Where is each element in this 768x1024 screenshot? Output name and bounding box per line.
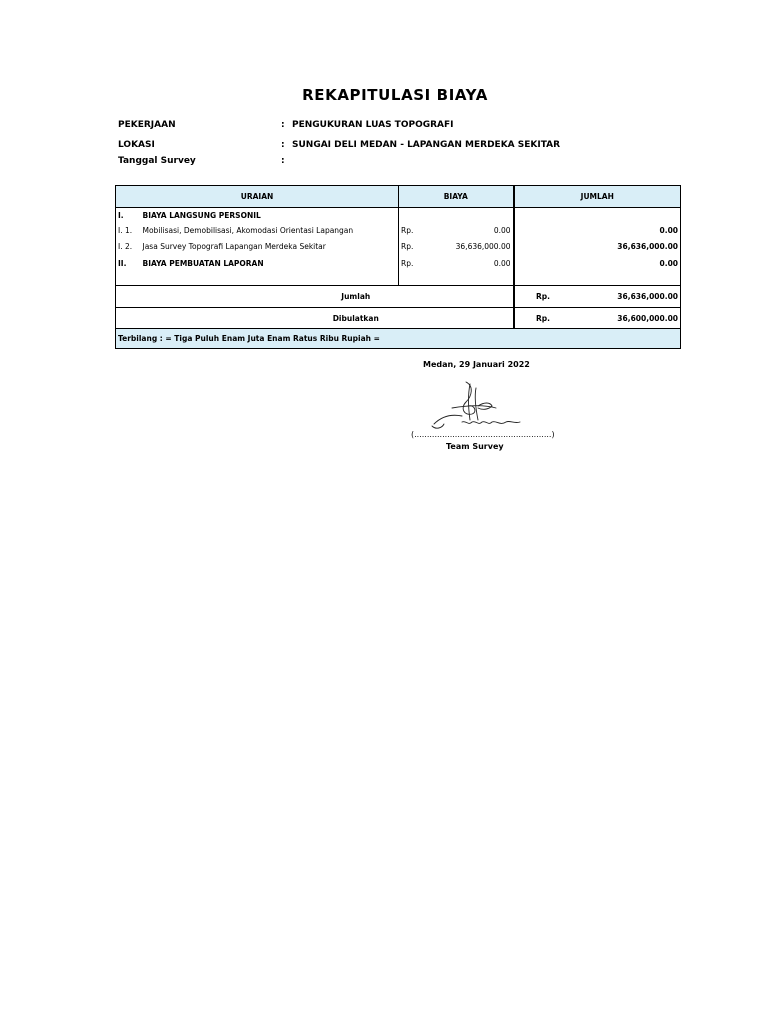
table-row <box>116 208 681 223</box>
info-colon: : <box>281 156 285 166</box>
row-description: Mobilisasi, Demobilisasi, Akomodasi Orientasi Lapangan <box>143 223 399 239</box>
header-biaya: BIAYA <box>399 186 514 208</box>
row-currency: Rp. <box>401 242 414 251</box>
header-jumlah: JUMLAH <box>514 186 681 208</box>
total-value: 36,636,000.00 <box>572 286 681 308</box>
row-jumlah: 36,636,000.00 <box>572 239 681 255</box>
table-row <box>116 255 681 272</box>
table-spacer-row <box>116 272 681 286</box>
row-biaya: 0.00 <box>493 258 511 268</box>
table-header-row <box>116 186 681 208</box>
terbilang-text: Terbilang : = Tiga Puluh Enam Juta Enam Ratus Ribu Rupiah = <box>116 329 681 349</box>
info-colon: : <box>281 120 285 130</box>
info-label: Tanggal Survey <box>118 156 196 166</box>
row-currency: Rp. <box>401 258 414 268</box>
info-value: SUNGAI DELI MEDAN - LAPANGAN MERDEKA SEKITAR <box>292 140 561 150</box>
signatory-role: Team Survey <box>446 442 504 451</box>
total-row <box>116 286 681 308</box>
row-jumlah: 0.00 <box>572 255 681 272</box>
rounded-label: Dibulatkan <box>116 308 514 329</box>
info-label: PEKERJAAN <box>118 120 176 130</box>
total-label: Jumlah <box>116 286 514 308</box>
cost-table <box>115 185 681 349</box>
signatory-name-line: (......................................................) <box>411 430 555 439</box>
row-description: BIAYA PEMBUATAN LAPORAN <box>143 255 399 272</box>
table-row <box>116 223 681 239</box>
row-biaya <box>419 208 514 223</box>
row-biaya: 36,636,000.00 <box>455 242 511 251</box>
signature-image <box>422 380 532 432</box>
row-number: I. 2. <box>116 239 143 255</box>
info-label: LOKASI <box>118 140 155 150</box>
document-title: REKAPITULASI BIAYA <box>302 86 488 104</box>
row-jumlah <box>572 208 681 223</box>
row-description: BIAYA LANGSUNG PERSONIL <box>143 208 399 223</box>
row-biaya: 0.00 <box>493 226 511 235</box>
place-date: Medan, 29 Januari 2022 <box>423 360 530 369</box>
row-jumlah: 0.00 <box>572 223 681 239</box>
rounded-currency: Rp. <box>514 308 572 329</box>
header-uraian: URAIAN <box>116 186 399 208</box>
row-currency: Rp. <box>401 226 414 235</box>
row-number: I. 1. <box>116 223 143 239</box>
row-currency <box>399 208 419 223</box>
table-row <box>116 239 681 255</box>
total-currency: Rp. <box>514 286 572 308</box>
rounded-value: 36,600,000.00 <box>572 308 681 329</box>
rounded-row <box>116 308 681 329</box>
row-description: Jasa Survey Topografi Lapangan Merdeka Sekitar <box>143 239 399 255</box>
info-value: PENGUKURAN LUAS TOPOGRAFI <box>292 120 454 130</box>
row-number: I. <box>116 208 143 223</box>
row-number: II. <box>116 255 143 272</box>
terbilang-row <box>116 329 681 349</box>
info-colon: : <box>281 140 285 150</box>
